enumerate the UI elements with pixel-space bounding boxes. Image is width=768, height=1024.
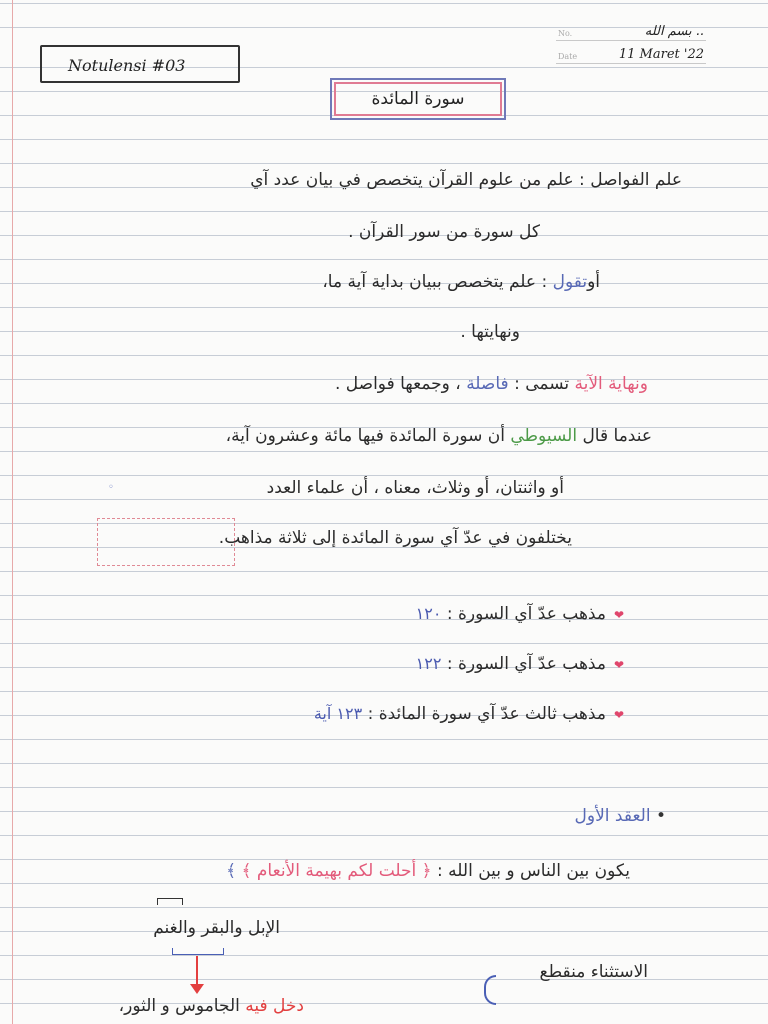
madhhab-1-label: مذهب عدّ آي السورة : (446, 604, 606, 624)
fasila-prefix: ونهاية الآية (574, 374, 648, 394)
madhhab-2-label: مذهب عدّ آي السورة : (446, 654, 606, 674)
fasila-word: فاصلة (466, 374, 509, 394)
covenant-quote: ﴿ أحلت لكم بهيمة الأنعام ﴾ (241, 861, 432, 881)
curve-mark (484, 975, 496, 1005)
covenant-prefix: يكون بين الناس و بين الله : (437, 861, 630, 881)
istithna-line: الاستثناء منقطع (539, 962, 648, 982)
line3-prefix: أو (587, 272, 600, 292)
highlight-box (97, 518, 235, 566)
no-value: بسم الله .. (644, 24, 704, 39)
animals-line: الإبل والبقر والغنم (153, 918, 280, 938)
heart-bullet-icon: ❤ (613, 708, 624, 722)
section-heading (575, 806, 666, 826)
dot-marker: ◦ (108, 482, 114, 493)
suyuti-line3-prefix: يختلفون في عدّ آي سورة المائدة إلى (312, 528, 572, 548)
no-label: No. (558, 29, 573, 38)
suyuti-line (226, 426, 652, 446)
madhhab-1-value: ١٢٠ (415, 604, 442, 623)
bracket-mark (157, 898, 183, 905)
definition-line-2: كل سورة من سور القرآن . (348, 222, 540, 242)
definition-line-4: ونهايتها . (460, 322, 520, 342)
madhhab-2-value: ١٢٢ (415, 654, 442, 673)
definition-line-3 (322, 272, 600, 292)
suyuti-line3-box: ثلاثة مذاهب. (218, 528, 307, 548)
fasila-suffix: ، وجمعها فواصل . (334, 374, 461, 394)
blue-underline-mark (172, 948, 224, 955)
surah-title: سورة المائدة (330, 78, 506, 120)
madhhab-3-label: مذهب ثالث عدّ آي سورة المائدة : (367, 704, 606, 724)
suyuti-line-3 (219, 528, 572, 548)
section-heading-text: العقد الأول (574, 806, 651, 826)
suyuti-name: السيوطي (510, 426, 578, 446)
header-meta (556, 18, 706, 64)
no-row (556, 18, 706, 41)
line3-highlight: تقول (552, 272, 588, 292)
margin-line (12, 0, 13, 1024)
covenant-end-mark: ﴾ (226, 861, 237, 881)
line3-rest: : علم يتخصص ببيان بداية آية ما، (322, 272, 548, 292)
fasila-middle: تسمى : (514, 374, 570, 394)
notulensi-label: Notulensi #03 (40, 45, 240, 83)
covenant-line (226, 860, 630, 881)
suyuti-prefix: عندما قال (582, 426, 652, 446)
date-row (556, 41, 706, 64)
date-value: 11 Maret '22 (618, 47, 704, 62)
bottom-line (119, 996, 304, 1016)
fasila-line (335, 374, 648, 394)
date-label: Date (558, 52, 578, 61)
madhhab-item-2 (416, 654, 624, 674)
definition-line-1: علم الفواصل : علم من علوم القرآن يتخصص في بيان عدد آي (250, 170, 682, 190)
madhhab-3-value: ١٢٣ آية (313, 704, 363, 723)
madhhab-item-3 (314, 704, 624, 724)
arrow-down-icon (190, 984, 204, 994)
suyuti-line-2: أو واثنتان، أو وثلاث، معناه ، أن علماء العدد (266, 478, 564, 498)
bullet-icon: • (655, 806, 666, 826)
heart-bullet-icon: ❤ (613, 608, 624, 622)
madhhab-item-1 (416, 604, 624, 624)
bottom-red-text: دخل فيه (245, 996, 304, 1016)
suyuti-rest: أن سورة المائدة فيها مائة وعشرون آية، (225, 426, 505, 446)
heart-bullet-icon: ❤ (613, 658, 624, 672)
bottom-rest-text: الجاموس و الثور، (118, 996, 240, 1016)
arrow-shaft (196, 956, 198, 986)
